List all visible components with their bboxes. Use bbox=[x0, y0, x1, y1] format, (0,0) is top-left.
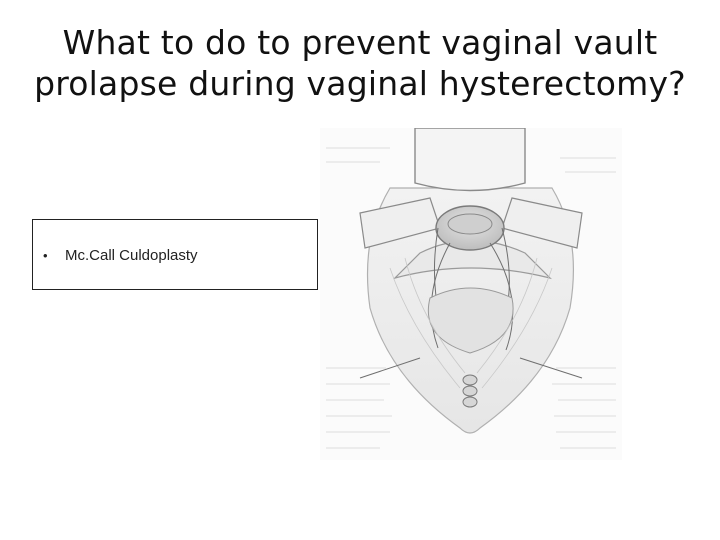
bullet-item bbox=[43, 247, 198, 264]
slide-title: What to do to prevent vaginal vault prolapse during vaginal hysterectomy? bbox=[34, 23, 686, 103]
bullet-text: Mc.Call Culdoplasty bbox=[65, 247, 198, 264]
bullet-text-box bbox=[32, 219, 318, 290]
bullet-marker: • bbox=[43, 248, 48, 263]
surgical-illustration-icon bbox=[320, 128, 622, 460]
